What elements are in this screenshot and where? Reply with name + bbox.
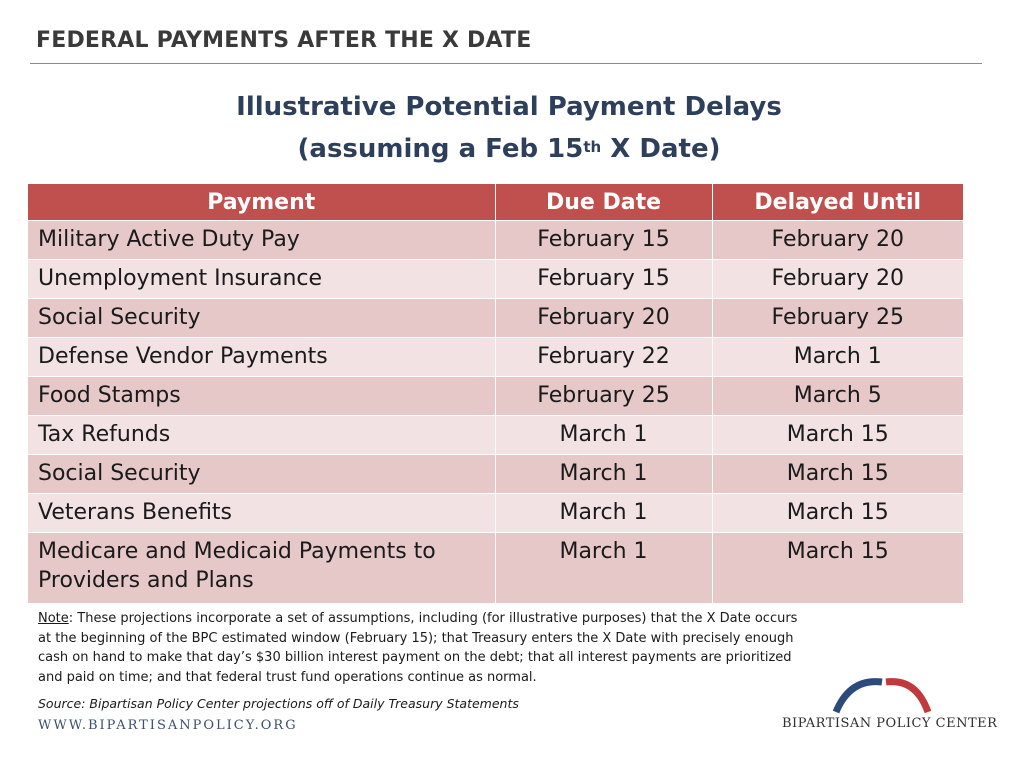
table-row: [28, 533, 963, 604]
bpc-arc-icon: [830, 674, 934, 714]
cell-due-date: March 1: [495, 533, 712, 604]
cell-payment: Veterans Benefits: [28, 494, 495, 533]
cell-payment: Unemployment Insurance: [28, 260, 495, 299]
title-divider: [30, 63, 982, 64]
cell-due-date: February 22: [495, 338, 712, 377]
footnote: [38, 609, 808, 687]
cell-payment: Military Active Duty Pay: [28, 221, 495, 260]
cell-delayed-until: March 15: [712, 533, 963, 604]
cell-delayed-until: March 15: [712, 494, 963, 533]
subtitle-line-1: Illustrative Potential Payment Delays: [236, 92, 782, 122]
website-link[interactable]: WWW.BIPARTISANPOLICY.ORG: [38, 718, 298, 733]
cell-due-date: March 1: [495, 455, 712, 494]
cell-due-date: February 15: [495, 221, 712, 260]
cell-due-date: March 1: [495, 416, 712, 455]
table-row: [28, 494, 963, 533]
subtitle-line-2-end: X Date): [601, 134, 721, 164]
cell-due-date: February 20: [495, 299, 712, 338]
header-due-date: Due Date: [495, 184, 712, 221]
table-row: [28, 338, 963, 377]
table-row: [28, 377, 963, 416]
bpc-logo: [782, 674, 998, 738]
cell-delayed-until: March 5: [712, 377, 963, 416]
cell-due-date: February 25: [495, 377, 712, 416]
cell-due-date: March 1: [495, 494, 712, 533]
table-row: [28, 416, 963, 455]
table-header-row: [28, 184, 963, 221]
cell-payment: Social Security: [28, 299, 495, 338]
cell-delayed-until: March 15: [712, 416, 963, 455]
logo-text: BIPARTISAN POLICY CENTER: [782, 716, 998, 731]
table-subtitle: [0, 86, 1018, 170]
table-row: [28, 221, 963, 260]
table-row: [28, 260, 963, 299]
cell-payment: Social Security: [28, 455, 495, 494]
table-row: [28, 455, 963, 494]
header-payment: Payment: [28, 184, 495, 221]
subtitle-superscript: th: [583, 138, 602, 156]
slide-title: FEDERAL PAYMENTS AFTER THE X DATE: [36, 28, 532, 53]
header-delayed-until: Delayed Until: [712, 184, 963, 221]
note-text: : These projections incorporate a set of assumptions, including (for illustrative purposes) that the X Date occurs at the beginning of the BPC estimated window (February 15); that Treasury enters the X Date with precisely enough cash on hand to make that day’s $30 billion interest payment on the debt; that all interest payments are prioritized and paid on time; and that federal trust fund operations continue as normal.: [38, 611, 798, 685]
subtitle-line-2: [0, 128, 1018, 170]
note-label: Note: [38, 611, 69, 626]
source-citation: Source: Bipartisan Policy Center projections off of Daily Treasury Statements: [38, 696, 519, 711]
table-row: [28, 299, 963, 338]
cell-payment: Food Stamps: [28, 377, 495, 416]
subtitle-line-2-start: (assuming a Feb 15: [297, 134, 584, 164]
payment-delays-table: [28, 184, 963, 603]
cell-due-date: February 15: [495, 260, 712, 299]
cell-payment: Medicare and Medicaid Payments to Providers and Plans: [28, 533, 495, 604]
cell-delayed-until: February 20: [712, 260, 963, 299]
cell-delayed-until: February 20: [712, 221, 963, 260]
cell-delayed-until: March 1: [712, 338, 963, 377]
cell-delayed-until: February 25: [712, 299, 963, 338]
cell-payment: Defense Vendor Payments: [28, 338, 495, 377]
cell-payment: Tax Refunds: [28, 416, 495, 455]
cell-delayed-until: March 15: [712, 455, 963, 494]
